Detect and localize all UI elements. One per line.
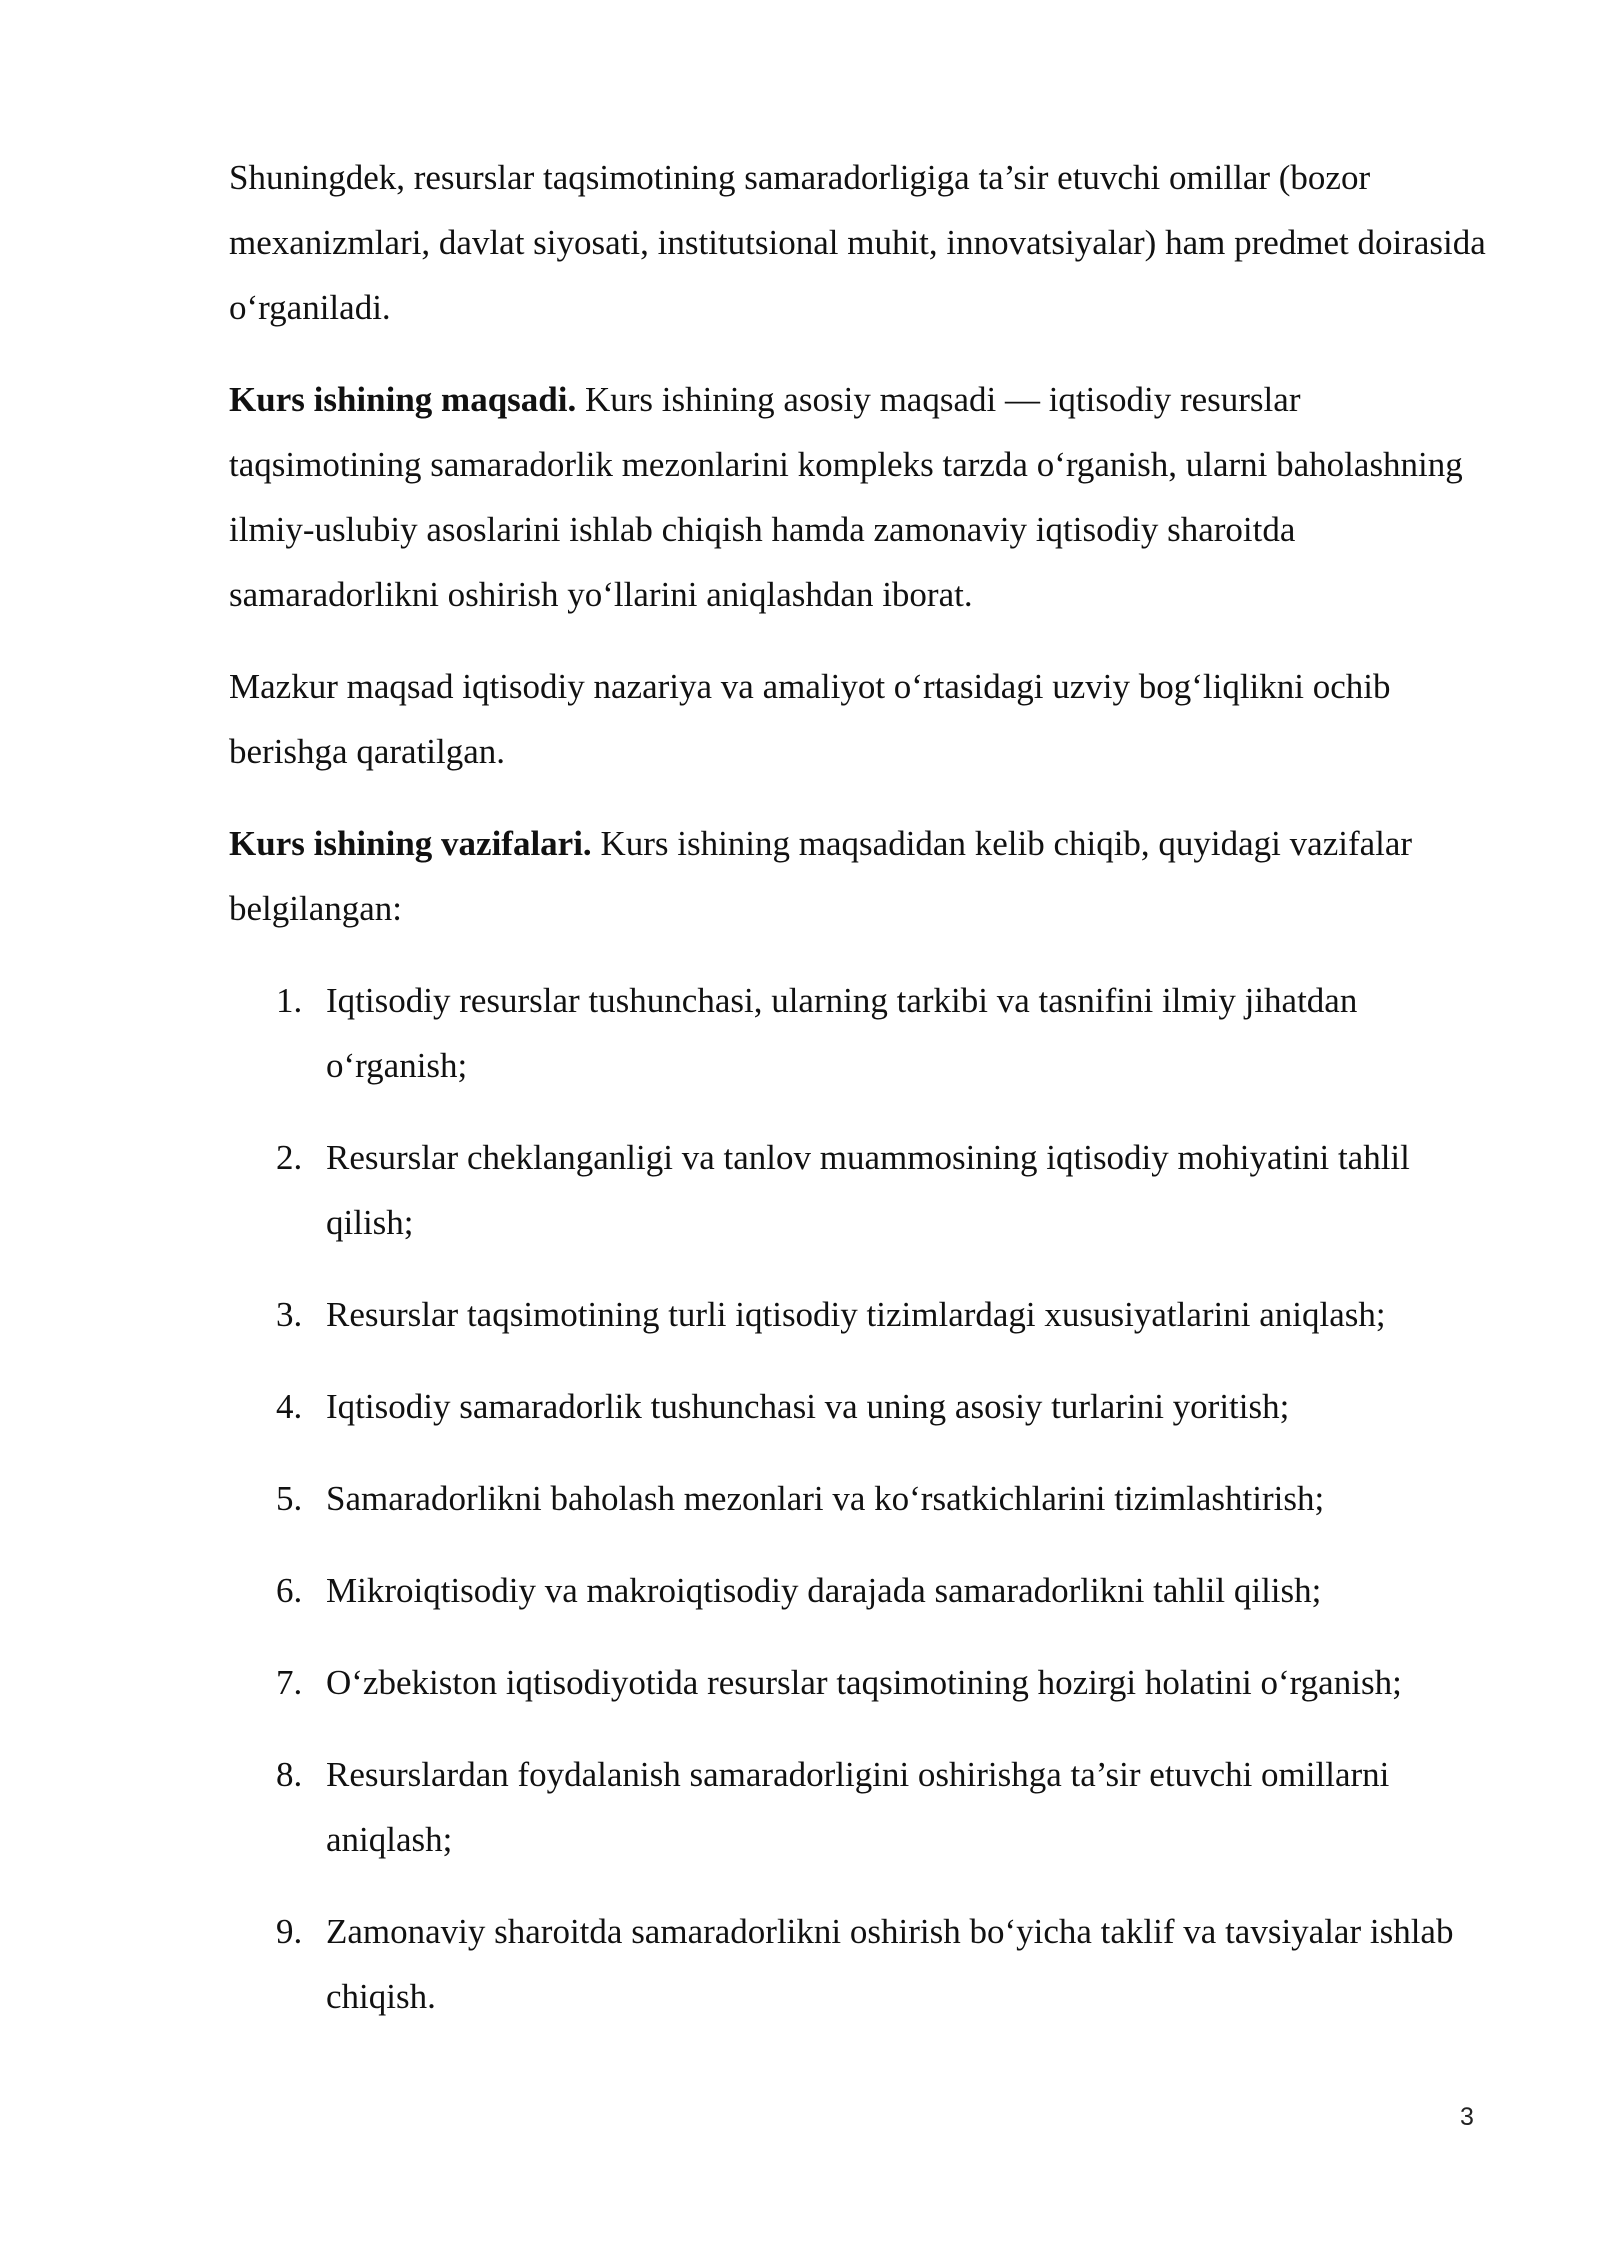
list-item-number: 8. (276, 1755, 303, 1794)
list-item-number: 4. (276, 1387, 303, 1426)
list-item-text: Resurslardan foydalanish samaradorligini oshirishga ta’sir etuvchi omillarni aniqlash; (326, 1755, 1390, 1859)
list-item-number: 7. (276, 1663, 303, 1702)
list-item-number: 5. (276, 1479, 303, 1518)
list-item (229, 1558, 1489, 1623)
list-item (229, 1650, 1489, 1715)
paragraph-text: Kurs ishining maqsadidan kelib chiqib, quyidagi vazifalar belgilangan: (229, 824, 1413, 928)
list-item-text: Zamonaviy sharoitda samaradorlikni oshirish bo‘yicha taklif va tavsiyalar ishlab chiqish. (326, 1912, 1454, 2016)
paragraph-text: Mazkur maqsad iqtisodiy nazariya va amaliyot o‘rtasidagi uzviy bog‘liqlikni ochib berishga qaratilgan. (229, 667, 1391, 771)
list-item-text: O‘zbekiston iqtisodiyotida resurslar taqsimotining hozirgi holatini o‘rganish; (326, 1663, 1402, 1702)
list-item (229, 1282, 1489, 1347)
list-item-number: 2. (276, 1138, 303, 1177)
paragraph-lead: Kurs ishining maqsadi. (229, 380, 577, 419)
paragraph-mazkur (229, 654, 1489, 784)
list-item-text: Resurslar cheklanganligi va tanlov muammosining iqtisodiy mohiyatini tahlil qilish; (326, 1138, 1410, 1242)
task-list (229, 968, 1489, 2029)
list-item (229, 1899, 1489, 2029)
list-item-number: 3. (276, 1295, 303, 1334)
paragraph-vazifalar (229, 811, 1489, 941)
paragraph-maqsad (229, 367, 1489, 627)
page-content (229, 145, 1489, 2056)
list-item-text: Mikroiqtisodiy va makroiqtisodiy darajada samaradorlikni tahlil qilish; (326, 1571, 1322, 1610)
list-item-text: Iqtisodiy resurslar tushunchasi, ularning tarkibi va tasnifini ilmiy jihatdan o‘rganish; (326, 981, 1358, 1085)
list-item-number: 1. (276, 981, 303, 1020)
list-item-number: 6. (276, 1571, 303, 1610)
page-number: 3 (1460, 2103, 1474, 2131)
list-item (229, 968, 1489, 1098)
list-item (229, 1466, 1489, 1531)
paragraph-lead: Kurs ishining vazifalari. (229, 824, 592, 863)
paragraph-text: Kurs ishining asosiy maqsadi — iqtisodiy resurslar taqsimotining samaradorlik mezonlarini kompleks tarzda o‘rganish, ularni baholashning ilmiy-uslubiy asoslarini ishlab chiqish hamda zamonaviy iqtisodiy sharoitda samaradorlikni oshirish yo‘llarini aniqlashdan iborat. (229, 380, 1463, 614)
paragraph-text: Shuningdek, resurslar taqsimotining samaradorligiga ta’sir etuvchi omillar (bozor mexanizmlari, davlat siyosati, institutsional muhit, innovatsiyalar) ham predmet doirasida o‘rganiladi. (229, 158, 1486, 327)
list-item (229, 1374, 1489, 1439)
list-item-text: Resurslar taqsimotining turli iqtisodiy tizimlardagi xususiyatlarini aniqlash; (326, 1295, 1386, 1334)
list-item (229, 1125, 1489, 1255)
list-item-text: Samaradorlikni baholash mezonlari va ko‘rsatkichlarini tizimlashtirish; (326, 1479, 1325, 1518)
list-item (229, 1742, 1489, 1872)
paragraph-predmet (229, 145, 1489, 340)
list-item-number: 9. (276, 1912, 303, 1951)
list-item-text: Iqtisodiy samaradorlik tushunchasi va uning asosiy turlarini yoritish; (326, 1387, 1290, 1426)
